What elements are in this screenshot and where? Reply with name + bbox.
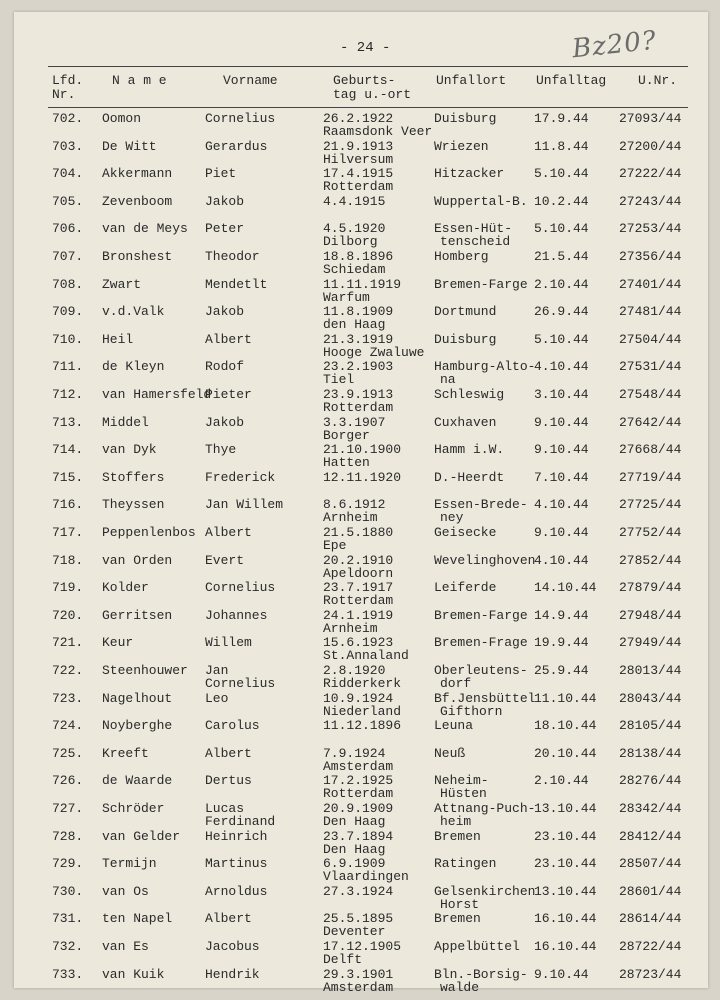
header-lfd: Lfd. xyxy=(52,73,84,88)
first-name: Dertus xyxy=(205,773,252,789)
first-name: Thye xyxy=(205,442,237,458)
birth-date: 26.2.1922 xyxy=(323,111,394,126)
birth-place: Arnheim xyxy=(323,620,378,636)
accident-place: Dortmund xyxy=(434,304,497,320)
row-number: 730. xyxy=(52,883,84,899)
birth-date: 15.6.1923 xyxy=(323,635,394,651)
accident-place: Geisecke xyxy=(434,525,497,540)
birth-date: 21.5.1880 xyxy=(323,525,394,540)
first-name: Jan xyxy=(205,663,229,678)
birth-place: Hilversum xyxy=(323,151,394,167)
accident-place: Ratingen xyxy=(434,856,497,872)
accident-date: 20.10.44 xyxy=(534,745,597,761)
surname: van Es xyxy=(102,939,149,954)
accident-place: Neheim- xyxy=(434,773,489,789)
birth-date: 24.1.1919 xyxy=(323,607,394,623)
first-name: Lucas xyxy=(205,801,245,816)
surname: Termijn xyxy=(102,856,157,872)
birth-place: Tiel xyxy=(323,372,355,388)
first-name: Leo xyxy=(205,690,229,706)
surname: De Witt xyxy=(102,138,157,154)
header-nr: Nr. xyxy=(52,87,76,102)
case-number: 27725/44 xyxy=(619,497,682,513)
surname: van Os xyxy=(102,883,149,899)
accident-date: 9.10.44 xyxy=(534,414,589,430)
case-number: 27752/44 xyxy=(619,525,682,540)
accident-place: Bf.Jensbüttel xyxy=(434,690,536,706)
case-number: 27548/44 xyxy=(619,387,682,402)
row-number: 721. xyxy=(52,635,84,651)
accident-date: 11.10.44 xyxy=(534,690,597,706)
accident-place-2: Horst xyxy=(440,896,480,912)
page-number: - 24 - xyxy=(340,40,391,56)
birth-place: Hooge Zwaluwe xyxy=(323,344,425,360)
case-number: 27504/44 xyxy=(619,331,682,347)
case-number: 28276/44 xyxy=(619,773,682,789)
row-number: 720. xyxy=(52,607,84,623)
first-name: Rodof xyxy=(205,359,245,375)
header-geburts-ort: tag u.-ort xyxy=(333,87,412,102)
first-name: Evert xyxy=(205,552,245,568)
accident-date: 5.10.44 xyxy=(534,221,589,237)
birth-date: 4.5.1920 xyxy=(323,221,386,237)
row-number: 713. xyxy=(52,414,84,430)
row-number: 725. xyxy=(52,745,84,761)
accident-date: 13.10.44 xyxy=(534,801,597,816)
row-number: 724. xyxy=(52,718,84,734)
first-name-2: Cornelius xyxy=(205,676,276,691)
accident-place: Leuna xyxy=(434,718,474,734)
first-name: Albert xyxy=(205,331,252,347)
accident-date: 23.10.44 xyxy=(534,856,597,872)
birth-place: Apeldoorn xyxy=(323,565,394,581)
case-number: 28105/44 xyxy=(619,718,682,734)
accident-place-2: walde xyxy=(440,979,480,995)
case-number: 28507/44 xyxy=(619,856,682,872)
surname: van Kuik xyxy=(102,966,165,982)
first-name: Albert xyxy=(205,745,252,761)
case-number: 27253/44 xyxy=(619,221,682,237)
birth-date: 21.9.1913 xyxy=(323,138,394,154)
accident-place: Wevelinghoven xyxy=(434,552,536,568)
surname: Peppenlenbos xyxy=(102,525,196,540)
birth-place: Raamsdonk Veer xyxy=(323,124,433,139)
accident-place: Hamburg-Alto- xyxy=(434,359,536,375)
surname: Zwart xyxy=(102,276,142,292)
accident-place: Duisburg xyxy=(434,331,497,347)
birth-place: Rotterdam xyxy=(323,786,394,802)
birth-date: 17.2.1925 xyxy=(323,773,394,789)
accident-place: Bremen xyxy=(434,911,481,927)
case-number: 27719/44 xyxy=(619,469,682,485)
case-number: 28043/44 xyxy=(619,690,682,706)
header-name: N a m e xyxy=(112,73,167,88)
birth-date: 21.3.1919 xyxy=(323,331,394,347)
row-number: 722. xyxy=(52,663,84,678)
case-number: 27481/44 xyxy=(619,304,682,320)
birth-place: Amsterdam xyxy=(323,979,394,995)
first-name: Frederick xyxy=(205,469,276,485)
birth-date: 20.2.1910 xyxy=(323,552,394,568)
accident-place: Schleswig xyxy=(434,387,505,402)
accident-place: Bremen-Farge xyxy=(434,276,528,292)
accident-date: 7.10.44 xyxy=(534,469,589,485)
surname: de Waarde xyxy=(102,773,173,789)
birth-date: 21.10.1900 xyxy=(323,442,402,458)
row-number: 728. xyxy=(52,828,84,844)
birth-place: Rotterdam xyxy=(323,179,394,195)
row-number: 716. xyxy=(52,497,84,513)
accident-date: 23.10.44 xyxy=(534,828,597,844)
first-name-2: Ferdinand xyxy=(205,814,276,829)
case-number: 27668/44 xyxy=(619,442,682,458)
accident-place: Bremen-Frage xyxy=(434,635,528,651)
accident-place: Duisburg xyxy=(434,111,497,126)
first-name: Piet xyxy=(205,166,237,182)
accident-date: 18.10.44 xyxy=(534,718,597,734)
surname: Bronshest xyxy=(102,249,173,264)
accident-date: 21.5.44 xyxy=(534,249,589,264)
case-number: 27200/44 xyxy=(619,138,682,154)
accident-date: 13.10.44 xyxy=(534,883,597,899)
first-name: Martinus xyxy=(205,856,268,872)
first-name: Jakob xyxy=(205,414,245,430)
accident-date: 9.10.44 xyxy=(534,442,589,458)
surname: ten Napel xyxy=(102,911,173,927)
birth-date: 29.3.1901 xyxy=(323,966,394,982)
accident-place: Homberg xyxy=(434,249,489,264)
case-number: 27401/44 xyxy=(619,276,682,292)
accident-date: 26.9.44 xyxy=(534,304,589,320)
accident-place: Neuß xyxy=(434,745,466,761)
first-name: Jan Willem xyxy=(205,497,284,513)
accident-place: Essen-Hüt- xyxy=(434,221,513,237)
accident-place: Hitzacker xyxy=(434,166,505,182)
case-number: 27642/44 xyxy=(619,414,682,430)
row-number: 729. xyxy=(52,856,84,872)
accident-place: Wriezen xyxy=(434,138,489,154)
birth-place: Den Haag xyxy=(323,841,386,857)
row-number: 732. xyxy=(52,939,84,954)
row-number: 710. xyxy=(52,331,84,347)
accident-place: Gelsenkirchen xyxy=(434,883,536,899)
birth-date: 4.4.1915 xyxy=(323,193,386,209)
accident-date: 14.10.44 xyxy=(534,580,597,596)
birth-date: 3.3.1907 xyxy=(323,414,386,430)
birth-place: Den Haag xyxy=(323,814,386,829)
surname: van Gelder xyxy=(102,828,181,844)
header-vorname: Vorname xyxy=(223,73,278,88)
first-name: Jakob xyxy=(205,304,245,320)
pencil-annotation: Bz20? xyxy=(570,25,659,65)
first-name: Carolus xyxy=(205,718,260,734)
surname: Kreeft xyxy=(102,745,149,761)
header-unfallort: Unfallort xyxy=(436,73,507,88)
first-name: Albert xyxy=(205,911,252,927)
case-number: 27356/44 xyxy=(619,249,682,264)
accident-place: Bremen-Farge xyxy=(434,607,528,623)
accident-place: Cuxhaven xyxy=(434,414,497,430)
surname: v.d.Valk xyxy=(102,304,165,320)
surname: Kolder xyxy=(102,580,149,596)
accident-place: Leiferde xyxy=(434,580,497,596)
birth-place: Warfum xyxy=(323,289,370,305)
birth-date: 25.5.1895 xyxy=(323,911,394,927)
accident-place: Bremen xyxy=(434,828,481,844)
row-number: 718. xyxy=(52,552,84,568)
birth-place: St.Annaland xyxy=(323,648,409,664)
surname: de Kleyn xyxy=(102,359,165,375)
first-name: Arnoldus xyxy=(205,883,268,899)
accident-place: D.-Heerdt xyxy=(434,469,505,485)
first-name: Cornelius xyxy=(205,111,276,126)
accident-date: 25.9.44 xyxy=(534,663,589,678)
accident-date: 4.10.44 xyxy=(534,552,589,568)
accident-date: 9.10.44 xyxy=(534,525,589,540)
row-number: 726. xyxy=(52,773,84,789)
row-number: 719. xyxy=(52,580,84,596)
table-header xyxy=(48,66,688,108)
first-name: Mendetlt xyxy=(205,276,268,292)
accident-date: 5.10.44 xyxy=(534,331,589,347)
birth-date: 6.9.1909 xyxy=(323,856,386,872)
birth-date: 11.11.1919 xyxy=(323,276,402,292)
birth-date: 17.4.1915 xyxy=(323,166,394,182)
accident-place: Appelbüttel xyxy=(434,939,520,954)
accident-place-2: dorf xyxy=(440,676,472,691)
birth-place: Epe xyxy=(323,538,347,553)
accident-place: Attnang-Puch- xyxy=(434,801,536,816)
surname: Theyssen xyxy=(102,497,165,513)
accident-place-2: Gifthorn xyxy=(440,703,503,719)
row-number: 708. xyxy=(52,276,84,292)
surname: Zevenboom xyxy=(102,193,173,209)
case-number: 28342/44 xyxy=(619,801,682,816)
birth-date: 23.7.1894 xyxy=(323,828,394,844)
case-number: 28723/44 xyxy=(619,966,682,982)
accident-date: 2.10.44 xyxy=(534,773,589,789)
row-number: 709. xyxy=(52,304,84,320)
accident-place: Hamm i.W. xyxy=(434,442,505,458)
first-name: Willem xyxy=(205,635,252,651)
case-number: 27948/44 xyxy=(619,607,682,623)
first-name: Gerardus xyxy=(205,138,268,154)
accident-date: 4.10.44 xyxy=(534,497,589,513)
first-name: Jakob xyxy=(205,193,245,209)
first-name: Albert xyxy=(205,525,252,540)
first-name: Peter xyxy=(205,221,245,237)
birth-place: Deventer xyxy=(323,924,386,940)
row-number: 711. xyxy=(52,359,84,375)
accident-place-2: Hüsten xyxy=(440,786,487,802)
birth-place: Niederland xyxy=(323,703,402,719)
birth-place: Delft xyxy=(323,952,363,967)
header-unfalltag: Unfalltag xyxy=(536,73,607,88)
case-number: 27222/44 xyxy=(619,166,682,182)
accident-date: 10.2.44 xyxy=(534,193,589,209)
birth-date: 11.12.1896 xyxy=(323,718,402,734)
first-name: Cornelius xyxy=(205,580,276,596)
first-name: Pieter xyxy=(205,387,252,402)
birth-date: 11.8.1909 xyxy=(323,304,394,320)
row-number: 704. xyxy=(52,166,84,182)
row-number: 733. xyxy=(52,966,84,982)
accident-place-2: heim xyxy=(440,814,472,829)
accident-place-2: ney xyxy=(440,510,464,526)
accident-date: 16.10.44 xyxy=(534,911,597,927)
accident-date: 2.10.44 xyxy=(534,276,589,292)
birth-date: 12.11.1920 xyxy=(323,469,402,485)
surname: Middel xyxy=(102,414,149,430)
accident-date: 16.10.44 xyxy=(534,939,597,954)
surname: Noyberghe xyxy=(102,718,173,734)
header-unr: U.Nr. xyxy=(638,73,678,88)
surname: Keur xyxy=(102,635,134,651)
row-number: 715. xyxy=(52,469,84,485)
first-name: Theodor xyxy=(205,249,260,264)
row-number: 714. xyxy=(52,442,84,458)
surname: van de Meys xyxy=(102,221,188,237)
accident-place: Bln.-Borsig- xyxy=(434,966,528,982)
surname: van Orden xyxy=(102,552,173,568)
accident-date: 5.10.44 xyxy=(534,166,589,182)
case-number: 27949/44 xyxy=(619,635,682,651)
birth-date: 23.2.1903 xyxy=(323,359,394,375)
birth-date: 20.9.1909 xyxy=(323,801,394,816)
case-number: 28614/44 xyxy=(619,911,682,927)
birth-place: Amsterdam xyxy=(323,758,394,774)
birth-place: Vlaardingen xyxy=(323,869,409,885)
case-number: 28412/44 xyxy=(619,828,682,844)
birth-date: 23.7.1917 xyxy=(323,580,394,596)
surname: van Dyk xyxy=(102,442,157,458)
surname: Schröder xyxy=(102,801,165,816)
birth-date: 10.9.1924 xyxy=(323,690,394,706)
surname: Nagelhout xyxy=(102,690,173,706)
header-geburts: Geburts- xyxy=(333,73,396,88)
birth-date: 8.6.1912 xyxy=(323,497,386,513)
surname: Oomon xyxy=(102,111,142,126)
birth-date: 18.8.1896 xyxy=(323,249,394,264)
accident-place: Oberleutens- xyxy=(434,663,528,678)
surname: Akkermann xyxy=(102,166,173,182)
first-name: Hendrik xyxy=(205,966,260,982)
birth-place: Rotterdam xyxy=(323,593,394,609)
case-number: 28138/44 xyxy=(619,745,682,761)
accident-place: Wuppertal-B. xyxy=(434,193,528,209)
row-number: 717. xyxy=(52,525,84,540)
case-number: 27093/44 xyxy=(619,111,682,126)
accident-date: 4.10.44 xyxy=(534,359,589,375)
case-number: 27879/44 xyxy=(619,580,682,596)
case-number: 27531/44 xyxy=(619,359,682,375)
row-number: 727. xyxy=(52,801,84,816)
case-number: 28601/44 xyxy=(619,883,682,899)
birth-place: Schiedam xyxy=(323,262,386,277)
accident-date: 11.8.44 xyxy=(534,138,589,154)
accident-date: 14.9.44 xyxy=(534,607,589,623)
surname: Steenhouwer xyxy=(102,663,188,678)
birth-date: 2.8.1920 xyxy=(323,663,386,678)
surname: Gerritsen xyxy=(102,607,173,623)
row-number: 707. xyxy=(52,249,84,264)
first-name: Heinrich xyxy=(205,828,268,844)
birth-place: Dilborg xyxy=(323,234,378,250)
birth-date: 27.3.1924 xyxy=(323,883,394,899)
surname: Stoffers xyxy=(102,469,165,485)
case-number: 28013/44 xyxy=(619,663,682,678)
row-number: 702. xyxy=(52,111,84,126)
row-number: 723. xyxy=(52,690,84,706)
birth-place: den Haag xyxy=(323,317,386,333)
birth-place: Rotterdam xyxy=(323,400,394,415)
row-number: 731. xyxy=(52,911,84,927)
accident-place: Essen-Brede- xyxy=(434,497,528,513)
birth-place: Ridderkerk xyxy=(323,676,402,691)
accident-date: 17.9.44 xyxy=(534,111,589,126)
accident-date: 9.10.44 xyxy=(534,966,589,982)
row-number: 712. xyxy=(52,387,84,402)
birth-place: Arnheim xyxy=(323,510,378,526)
first-name: Johannes xyxy=(205,607,268,623)
case-number: 27243/44 xyxy=(619,193,682,209)
first-name: Jacobus xyxy=(205,939,260,954)
birth-place: Borger xyxy=(323,427,370,443)
accident-date: 3.10.44 xyxy=(534,387,589,402)
birth-date: 17.12.1905 xyxy=(323,939,402,954)
birth-date: 23.9.1913 xyxy=(323,387,394,402)
accident-place-2: tenscheid xyxy=(440,234,511,250)
birth-place: Hatten xyxy=(323,455,370,471)
surname: van Hamersfeld xyxy=(102,387,212,402)
birth-date: 7.9.1924 xyxy=(323,745,386,761)
case-number: 28722/44 xyxy=(619,939,682,954)
row-number: 706. xyxy=(52,221,84,237)
row-number: 705. xyxy=(52,193,84,209)
row-number: 703. xyxy=(52,138,84,154)
accident-date: 19.9.44 xyxy=(534,635,589,651)
surname: Heil xyxy=(102,331,134,347)
case-number: 27852/44 xyxy=(619,552,682,568)
accident-place-2: na xyxy=(440,372,456,388)
